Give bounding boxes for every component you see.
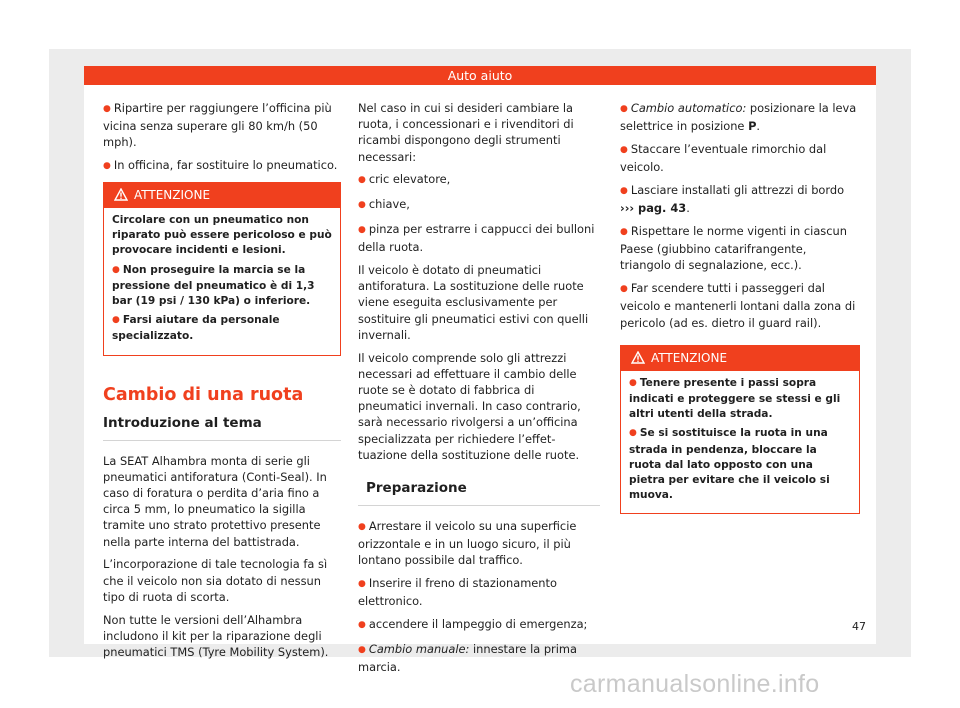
warning-item: ● Non proseguire la marcia se la pressione del pneumatico è di 1,3 bar (19 psi / 130 kPa) o inferiore. (112, 263, 315, 308)
bullet-icon: ● (358, 175, 366, 186)
list-item: ● chiave, (358, 197, 410, 212)
page-number: 47 (852, 620, 866, 633)
column-1 (103, 100, 341, 667)
warning-body (621, 371, 859, 514)
warning-item: ● Farsi aiutare da personale specializzato. (112, 314, 280, 343)
bullet-icon: ● (103, 161, 111, 172)
bullet-icon: ● (629, 377, 637, 388)
warning-title: ATTENZIONE (651, 350, 728, 365)
page-reference-link[interactable]: ››› pag. 43 (620, 201, 687, 216)
bullet-icon: ● (358, 225, 366, 235)
list-item: ● Staccare l’eventuale rimorchio dal veicolo. (620, 142, 827, 175)
warning-box (103, 182, 341, 356)
warning-body (104, 208, 340, 355)
section-title: Cambio di una ruota (103, 384, 304, 405)
paragraph: Il veicolo è dotato di pneumatici antiforatura. La sostituzione delle ruote viene eseguita esclusivamente per sostituire gli pneumatici estivi con quelli invernali. (358, 263, 589, 342)
list-item: ● Ripartire per raggiungere l’officina più vicina senza superare gli 80 km/h (50 mph). (103, 101, 332, 150)
paragraph: Il veicolo comprende solo gli attrezzi necessari ad effettuare il cambio delle ruote se è dotato di fabbrica di pneumatici invernali. In caso contrario, sarà necessario rivolgersi a un’officina specializzata per richiedere l’effettuazione della sostituzione delle ruote. (358, 350, 581, 462)
warning-intro: Circolare con un pneumatico non riparato può essere pericoloso e può provocare incidenti e lesioni. (112, 214, 332, 257)
bullet-icon: ● (620, 186, 628, 196)
warning-triangle-icon (631, 351, 645, 364)
warning-title: ATTENZIONE (134, 188, 211, 202)
warning-box (620, 345, 860, 515)
list-item: ● Far scendere tutti i passeggeri dal veicolo e mantenerli lontani dalla zona di pericolo (ad es. dietro il guard rail). (620, 281, 856, 330)
bullet-icon: ● (112, 264, 120, 275)
bullet-icon: ● (358, 645, 366, 656)
warning-item: ● Tenere presente i passi sopra indicati e proteggere se stessi e gli altri utenti della strada. (629, 376, 841, 421)
bullet-icon: ● (620, 284, 628, 295)
bullet-icon: ● (103, 104, 111, 114)
paragraph: Nel caso in cui si desideri cambiare la ruota, i concessionari e i rivenditori di ricambi dispongono degli strumenti necessari: (358, 101, 574, 164)
column-3 (620, 100, 860, 514)
list-item: ● Inserire il freno di stazionamento elettronico. (358, 576, 557, 609)
bullet-icon: ● (620, 145, 628, 155)
warning-header (621, 346, 859, 371)
list-item: ● In officina, far sostituire lo pneumatico. (103, 158, 338, 173)
paragraph: Non tutte le versioni dell’Alhambra includono il kit per la riparazione degli pneumatici TMS (Tyre Mobility System). (103, 612, 329, 660)
list-item: ● cric elevatore, (358, 172, 451, 187)
bullet-icon: ● (629, 428, 637, 439)
bullet-icon: ● (620, 227, 628, 237)
column-2 (358, 100, 600, 682)
bullet-icon: ● (112, 315, 120, 326)
warning-header (104, 183, 340, 208)
list-item: ● accendere il lampeggio di emergenza; (358, 617, 588, 632)
warning-item: ● Se si sostituisce la ruota in una strada in pendenza, bloccare la ruota dal lato opposto con una pietra per evitare che il veicolo si muova. (629, 427, 830, 502)
bullet-icon: ● (358, 200, 366, 211)
list-item: ● Cambio manuale: innestare la prima marcia. (358, 642, 577, 675)
list-item: ● Arrestare il veicolo su una superficie orizzontale e in un luogo sicuro, il più lontano possibile dal traffico. (358, 519, 577, 568)
chapter-header: Auto aiuto (84, 66, 876, 85)
subsection-title-preparazione: Preparazione (358, 479, 600, 506)
list-item: ● Rispettare le norme vigenti in ciascun Paese (giubbino catarifrangente, triangolo di segnalazione, ecc.). (620, 224, 847, 273)
bullet-icon: ● (358, 620, 366, 631)
watermark: carmanualsonline.info (570, 670, 820, 698)
subsection-title: Introduzione al tema (103, 414, 341, 441)
list-item: ● pinza per estrarre i cappucci dei bulloni della ruota. (358, 222, 595, 255)
list-item: ● Lasciare installati gli attrezzi di bordo ››› pag. 43. (620, 183, 845, 216)
paragraph: L’incorporazione di tale tecnologia fa sì che il veicolo non sia dotato di nessun tipo di ruota di scorta. (103, 557, 328, 604)
warning-triangle-icon (114, 188, 128, 201)
bullet-icon: ● (620, 104, 628, 114)
bullet-icon: ● (358, 522, 366, 533)
list-item: ● Cambio automatico: posizionare la leva selettrice in posizione P. (620, 101, 857, 134)
paragraph: La SEAT Alhambra monta di serie gli pneumatici antiforatura (Conti-Seal). In caso di foratura o perdita d’aria fino a circa 5 mm, lo pneumatico la sigilla tramite uno strato protettivo presente nella parte interna del battistrada. (103, 453, 327, 549)
bullet-icon: ● (358, 579, 366, 590)
